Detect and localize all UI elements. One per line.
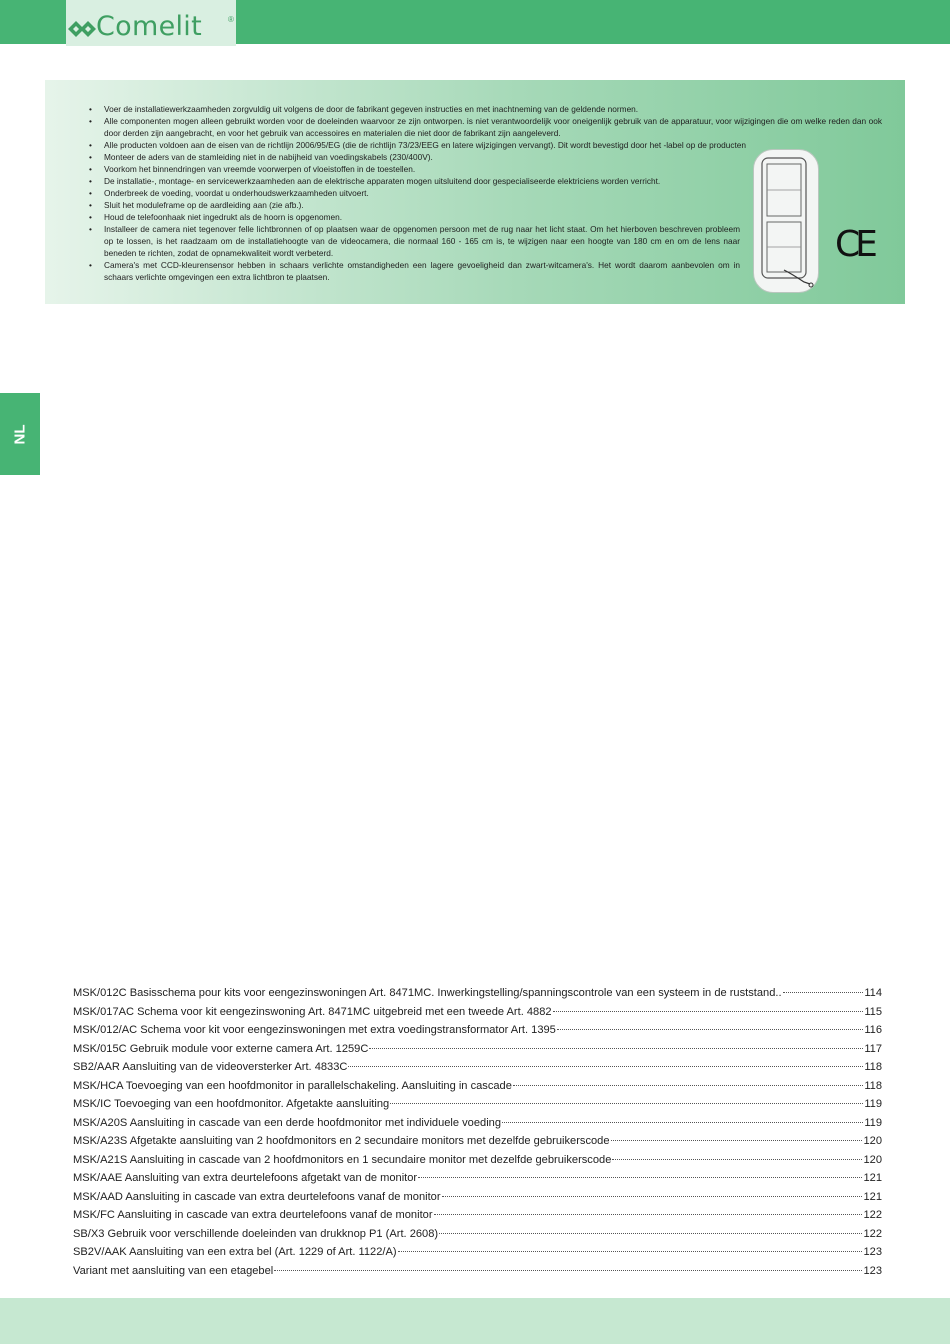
toc-entry[interactable]: [73, 1135, 882, 1154]
toc-entry-page: 119: [864, 1098, 882, 1110]
toc-leader-dots: [434, 1214, 863, 1215]
registered-mark: ®: [228, 15, 234, 24]
footer-bar: [0, 1298, 950, 1344]
toc-entry-page: 121: [863, 1190, 882, 1203]
toc-entry[interactable]: [73, 1117, 882, 1136]
toc-entry[interactable]: [73, 1043, 882, 1062]
language-tab-label: NL: [11, 424, 29, 444]
toc-entry-title: MSK/A21S Aansluiting in cascade van 2 hoofdmonitors en 1 secundaire monitor met dezelfde gebruikerscode: [73, 1153, 612, 1166]
notice-item: • Houd de telefoonhaak niet ingedrukt als de hoorn is opgenomen.: [89, 211, 740, 223]
toc-entry-title: MSK/HCA Toevoeging van een hoofdmonitor in parallelschakeling. Aansluiting in cascade: [73, 1079, 512, 1092]
toc-entry-title: MSK/IC Toevoeging van een hoofdmonitor. Afgetakte aansluiting: [73, 1098, 390, 1110]
notice-item: • Monteer de aders van de stamleiding niet in de nabijheid van voedingskabels (230/400V).: [89, 151, 740, 163]
safety-notice-panel: [45, 80, 905, 304]
toc-entry-title: MSK/A20S Aansluiting in cascade van een derde hoofdmonitor met individuele voeding: [73, 1116, 501, 1129]
toc-entry-page: 115: [864, 1005, 882, 1018]
toc-entry[interactable]: [73, 1191, 882, 1210]
notice-item: • Alle componenten mogen alleen gebruikt worden voor de doeleinden waarvoor ze zijn ontworpen. is niet verantwoordelijk voor oneigenlijk gebruik van de apparatuur, voor wijzigingen die om welke reden dan ook door derden zijn aangebracht, en voor het gebruik van accessoires en materialen die niet door de fabrikant zijn aangeleverd.: [89, 115, 882, 139]
toc-leader-dots: [502, 1122, 863, 1123]
brand-logo: [66, 0, 236, 46]
language-tab: [0, 393, 40, 475]
toc-entry[interactable]: [73, 1061, 882, 1080]
module-frame-illustration: [753, 149, 819, 293]
toc-leader-dots: [612, 1159, 862, 1160]
ce-mark: CE: [835, 224, 873, 265]
toc-entry-title: Variant met aansluiting van een etagebel: [73, 1264, 274, 1277]
toc-leader-dots: [553, 1011, 864, 1012]
brand-name: Comelit: [96, 11, 202, 42]
toc-entry-title: SB/X3 Gebruik voor verschillende doeleinden van drukknop P1 (Art. 2608): [73, 1227, 439, 1240]
toc-entry-page: 114: [864, 987, 882, 999]
toc-entry-title: MSK/FC Aansluiting in cascade van extra deurtelefoons vanaf de monitor: [73, 1209, 433, 1221]
toc-entry[interactable]: [73, 1265, 882, 1284]
notice-item: • Alle producten voldoen aan de eisen van de richtlijn 2006/95/EG (die de richtlijn 73/23/EEG en latere wijzigingen vervangt). Dit wordt bevestigd door het -label op de producten: [89, 139, 882, 151]
toc-leader-dots: [513, 1085, 863, 1086]
toc-entry[interactable]: [73, 1228, 882, 1247]
toc-entry-page: 123: [863, 1246, 882, 1258]
toc-entry[interactable]: [73, 1080, 882, 1099]
toc-entry-page: 121: [863, 1172, 882, 1184]
toc-leader-dots: [418, 1177, 862, 1178]
toc-leader-dots: [369, 1048, 863, 1049]
toc-entry[interactable]: [73, 987, 882, 1006]
toc-entry[interactable]: [73, 1098, 882, 1117]
toc-leader-dots: [557, 1029, 863, 1030]
toc-leader-dots: [398, 1251, 863, 1252]
notice-item: • Voer de installatiewerkzaamheden zorgvuldig uit volgens de door de fabrikant gegeven instructies en met inachtneming van de geldende normen.: [89, 103, 882, 115]
toc-entry-title: MSK/012C Basisschema pour kits voor eengezinswoningen Art. 8471MC. Inwerkingstelling/spanningscontrole van een systeem in de ruststand..: [73, 987, 782, 999]
toc-leader-dots: [348, 1066, 863, 1067]
toc-entry-title: MSK/017AC Schema voor kit eengezinswoning Art. 8471MC uitgebreid met een tweede Art. 4882: [73, 1005, 552, 1018]
toc-entry-page: 120: [863, 1153, 882, 1166]
notice-item: • De installatie-, montage- en servicewerkzaamheden aan de elektrische apparaten mogen uitsluitend door gespecialiseerde elektriciens worden verricht.: [89, 175, 740, 187]
toc-entry-page: 118: [864, 1079, 882, 1092]
table-of-contents: [73, 987, 882, 1283]
toc-entry-title: MSK/AAE Aansluiting van extra deurtelefoons afgetakt van de monitor: [73, 1172, 418, 1184]
toc-entry-page: 118: [864, 1061, 882, 1073]
toc-entry[interactable]: [73, 1154, 882, 1173]
toc-entry-page: 123: [863, 1264, 882, 1277]
module-frame-drawing-icon: [754, 150, 818, 292]
notice-item: • Onderbreek de voeding, voordat u onderhoudswerkzaamheden uitvoert.: [89, 187, 740, 199]
toc-entry-page: 117: [864, 1042, 882, 1055]
toc-entry[interactable]: [73, 1246, 882, 1265]
toc-entry[interactable]: [73, 1172, 882, 1191]
notice-item: • Voorkom het binnendringen van vreemde voorwerpen of vloeistoffen in de toestellen.: [89, 163, 740, 175]
toc-leader-dots: [783, 992, 864, 993]
notice-item: • Sluit het moduleframe op de aardleiding aan (zie afb.).: [89, 199, 740, 211]
toc-entry[interactable]: [73, 1024, 882, 1043]
toc-leader-dots: [274, 1270, 862, 1271]
notice-item: • Installeer de camera niet tegenover felle lichtbronnen of op plaatsen waar de opgenomen persoon met de rug naar het licht staat. Om het hierboven beschreven probleem op te lossen, is het raadzaam om de installatiehoogte van de videocamera, die normaal 160 - 165 cm is, te wijzigen naar een hoogte van 180 cm en om de lens naar beneden te richten, zodat de opnamekwaliteit wordt verbeterd.: [89, 223, 740, 259]
toc-leader-dots: [442, 1196, 863, 1197]
notice-item: • Camera's met CCD-kleurensensor hebben in schaars verlichte omstandigheden een lagere gevoeligheid dan zwart-witcamera's. Het wordt daarom aanbevolen om in schaars verlichte omgevingen een extra lichtbron te plaatsen.: [89, 259, 740, 283]
toc-entry[interactable]: [73, 1209, 882, 1228]
toc-entry-page: 122: [863, 1209, 882, 1221]
toc-entry-page: 116: [864, 1024, 882, 1036]
toc-entry-page: 119: [864, 1116, 882, 1129]
comelit-logo-mark-icon: [68, 21, 96, 37]
toc-leader-dots: [611, 1140, 863, 1141]
toc-leader-dots: [439, 1233, 862, 1234]
toc-entry-page: 122: [863, 1227, 882, 1240]
toc-entry-title: SB2V/AAK Aansluiting van een extra bel (Art. 1229 of Art. 1122/A): [73, 1246, 397, 1258]
toc-entry[interactable]: [73, 1006, 882, 1025]
toc-entry-title: MSK/AAD Aansluiting in cascade van extra deurtelefoons vanaf de monitor: [73, 1190, 441, 1203]
toc-leader-dots: [390, 1103, 863, 1104]
toc-entry-page: 120: [863, 1135, 882, 1147]
toc-entry-title: MSK/A23S Afgetakte aansluiting van 2 hoofdmonitors en 2 secundaire monitors met dezelfde gebruikerscode: [73, 1135, 610, 1147]
toc-entry-title: SB2/AAR Aansluiting van de videoversterker Art. 4833C: [73, 1061, 348, 1073]
toc-entry-title: MSK/015C Gebruik module voor externe camera Art. 1259C: [73, 1042, 369, 1055]
toc-entry-title: MSK/012/AC Schema voor kit voor eengezinswoningen met extra voedingstransformator Art. 1395: [73, 1024, 556, 1036]
